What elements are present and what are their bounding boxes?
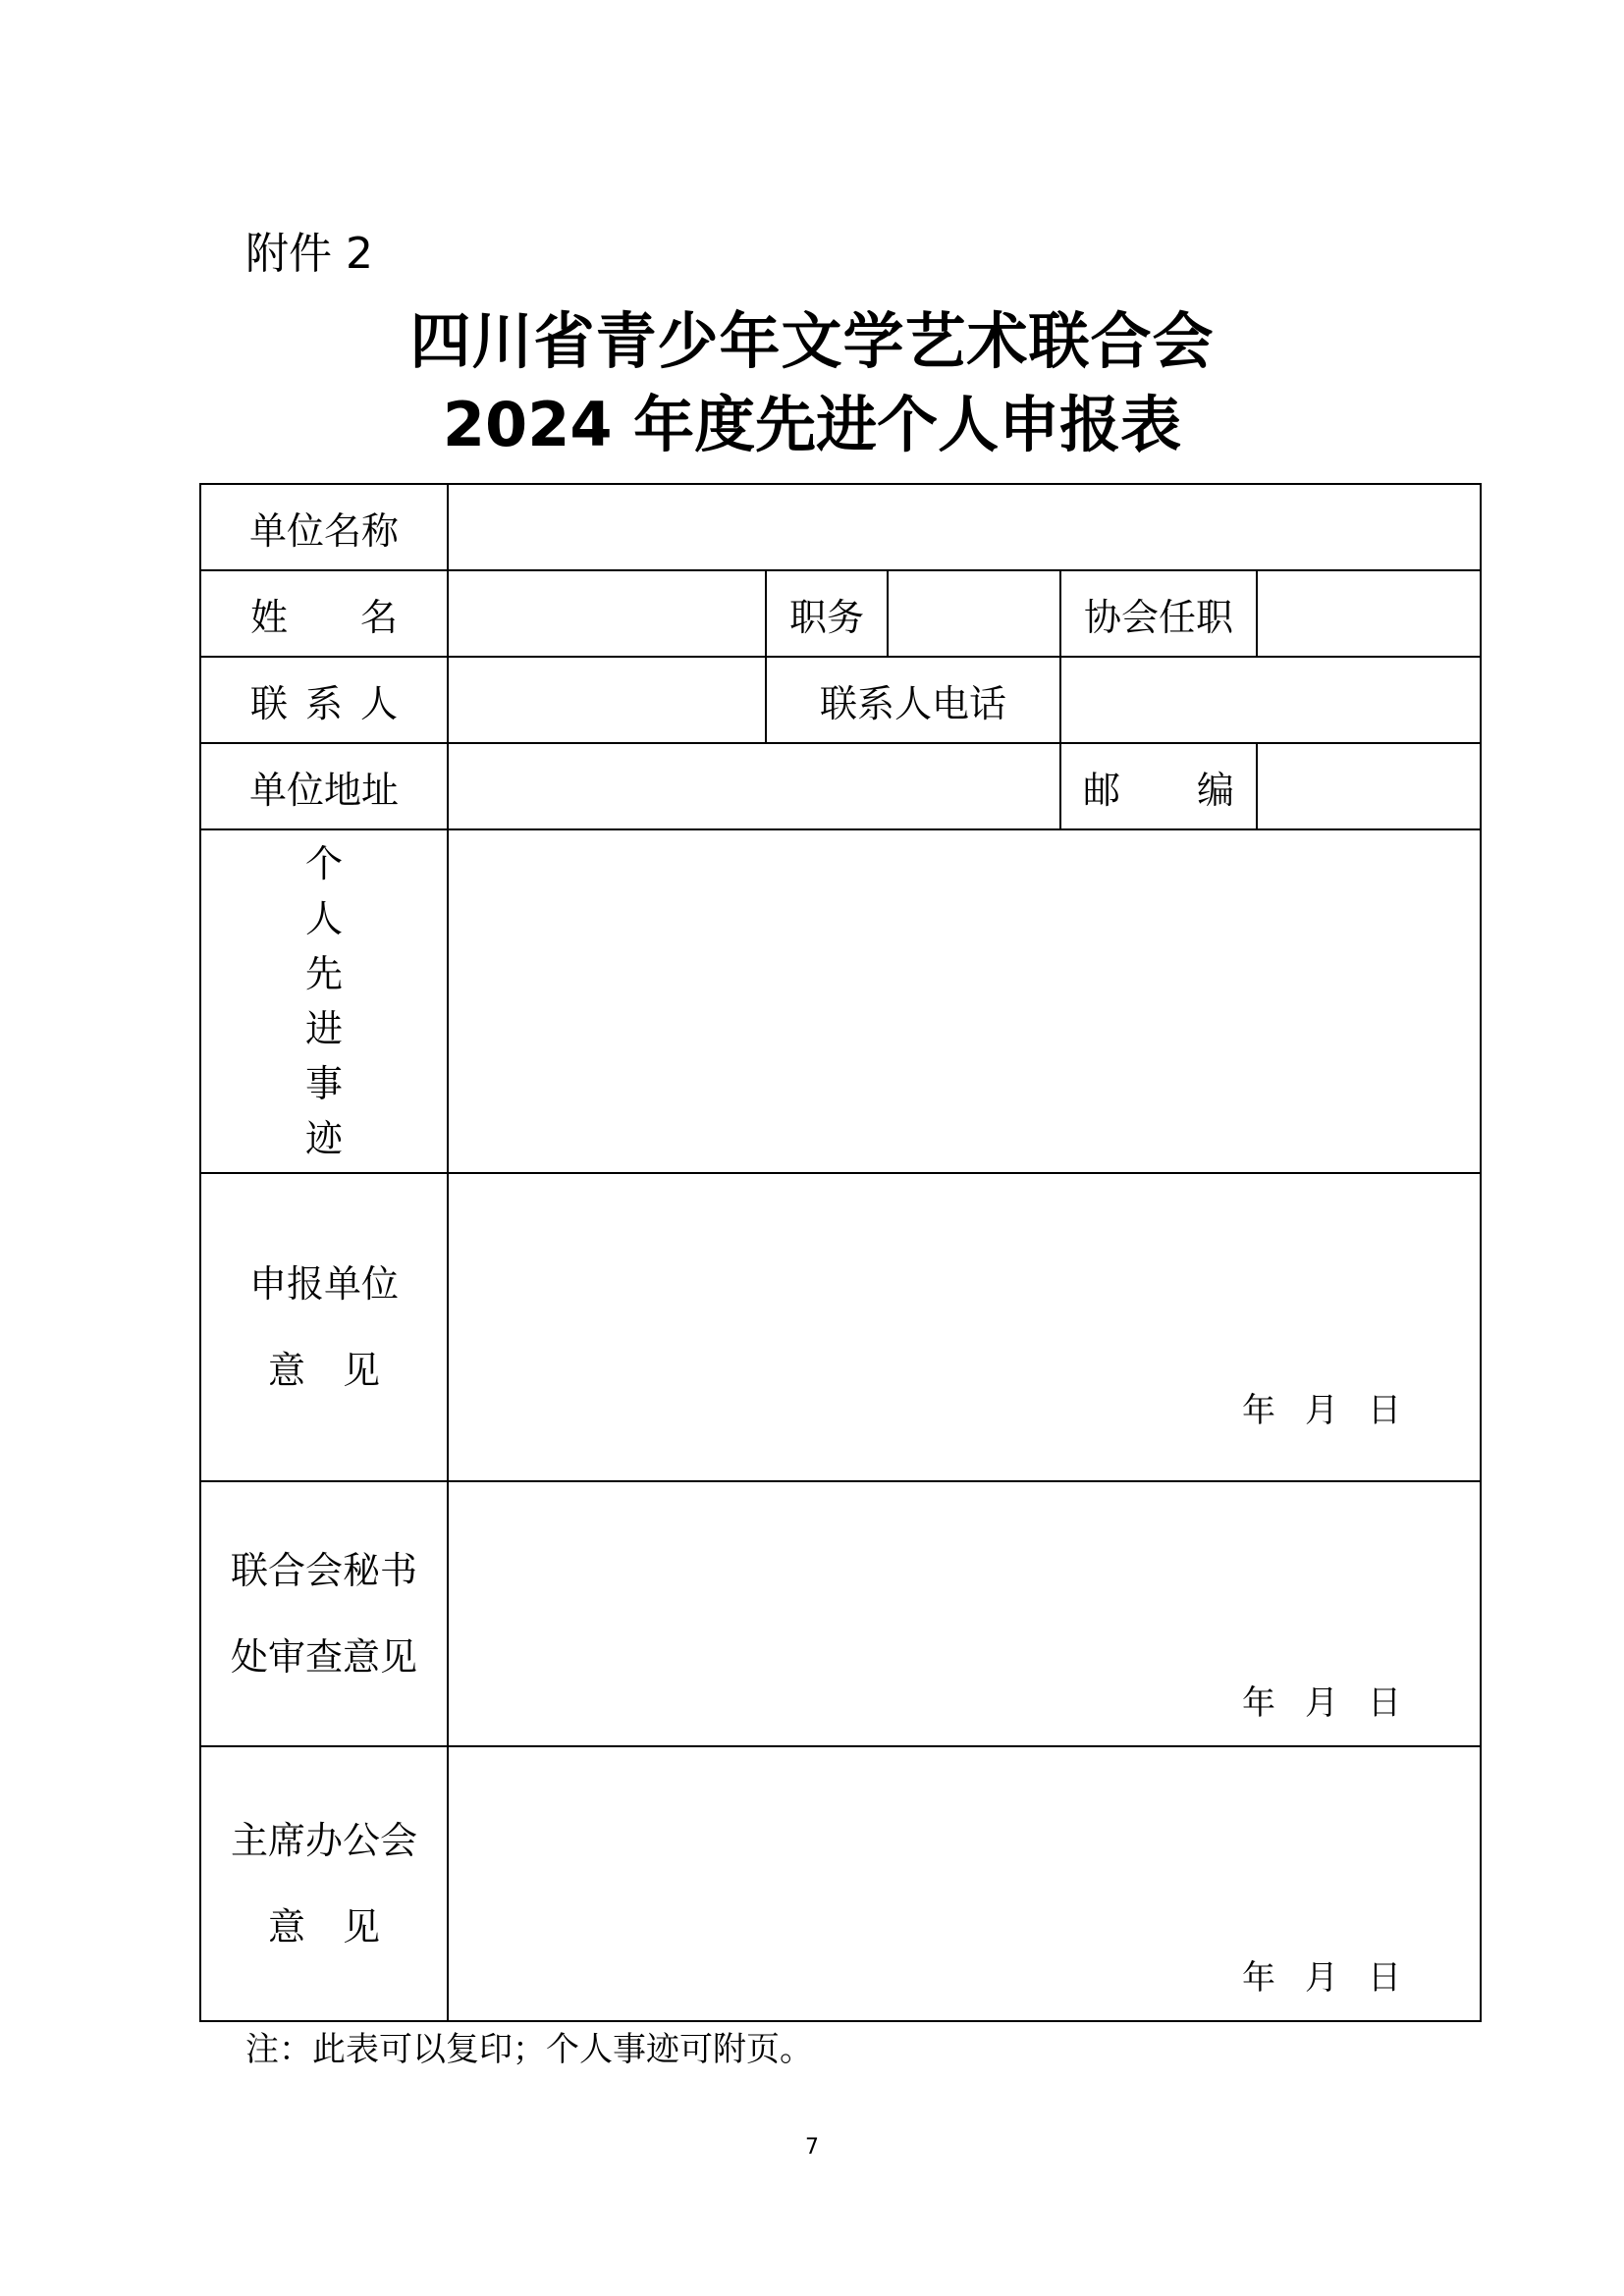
contact-field[interactable] <box>448 657 766 743</box>
postcode-field[interactable] <box>1257 743 1481 829</box>
postcode-char: 编 <box>1196 768 1234 812</box>
contact-char: 系 <box>304 681 343 725</box>
secretariat-line1: 联合会秘书 <box>230 1549 417 1592</box>
postcode-char: 邮 <box>1083 768 1121 812</box>
unit-opinion-label <box>200 1173 448 1481</box>
chair-line1: 主席办公会 <box>230 1819 417 1862</box>
postcode-label <box>1060 743 1257 829</box>
contact-char: 人 <box>359 681 398 725</box>
deeds-field[interactable] <box>448 829 1481 1173</box>
date-line <box>1213 1383 1401 1431</box>
date-day: 日 <box>1368 1391 1402 1430</box>
deeds-char: 人 <box>304 897 343 940</box>
date-month: 月 <box>1305 1958 1339 1998</box>
date-line <box>1213 1676 1401 1724</box>
unit-address-label: 单位地址 <box>200 743 448 829</box>
date-line <box>1213 1950 1401 1999</box>
date-month: 月 <box>1305 1391 1339 1430</box>
form-title-line1: 四川省青少年文学艺术联合会 <box>409 305 1215 377</box>
unit-name-label: 单位名称 <box>200 484 448 570</box>
unit-opinion-line2: 意 见 <box>267 1349 380 1392</box>
date-month: 月 <box>1305 1683 1339 1723</box>
assoc-position-label: 协会任职 <box>1060 570 1257 657</box>
deeds-char: 事 <box>304 1062 343 1105</box>
contact-phone-label: 联系人电话 <box>766 657 1060 743</box>
deeds-char: 迹 <box>304 1117 343 1160</box>
unit-opinion-line1: 申报单位 <box>248 1262 399 1306</box>
chair-line2: 意 见 <box>267 1905 380 1949</box>
contact-label <box>200 657 448 743</box>
position-field[interactable] <box>888 570 1060 657</box>
date-year: 年 <box>1242 1958 1276 1998</box>
name-char: 名 <box>359 595 398 639</box>
date-year: 年 <box>1242 1391 1276 1430</box>
secretariat-opinion-label <box>200 1481 448 1746</box>
date-day: 日 <box>1368 1683 1402 1723</box>
unit-address-field[interactable] <box>448 743 1060 829</box>
assoc-position-field[interactable] <box>1257 570 1481 657</box>
chair-opinion-label <box>200 1746 448 2021</box>
date-year: 年 <box>1242 1683 1276 1723</box>
deeds-label <box>200 829 448 1173</box>
secretariat-line2: 处审查意见 <box>230 1635 417 1679</box>
deeds-char: 进 <box>304 1007 343 1050</box>
name-label <box>200 570 448 657</box>
date-day: 日 <box>1368 1958 1402 1998</box>
page-number: 7 <box>805 2135 819 2160</box>
contact-phone-field[interactable] <box>1060 657 1481 743</box>
deeds-char: 个 <box>304 842 343 885</box>
name-char: 姓 <box>250 595 289 639</box>
chair-opinion-field[interactable] <box>448 1746 1481 2021</box>
contact-char: 联 <box>250 681 289 725</box>
application-form-table <box>199 483 1482 2022</box>
unit-opinion-field[interactable] <box>448 1173 1481 1481</box>
form-title-line2: 2024 年度先进个人申报表 <box>442 389 1182 460</box>
unit-name-field[interactable] <box>448 484 1481 570</box>
deeds-char: 先 <box>304 952 343 995</box>
secretariat-opinion-field[interactable] <box>448 1481 1481 1746</box>
footnote: 注：此表可以复印；个人事迹可附页。 <box>245 2030 813 2069</box>
name-field[interactable] <box>448 570 766 657</box>
attachment-label: 附件 2 <box>245 229 373 279</box>
position-label: 职务 <box>766 570 888 657</box>
